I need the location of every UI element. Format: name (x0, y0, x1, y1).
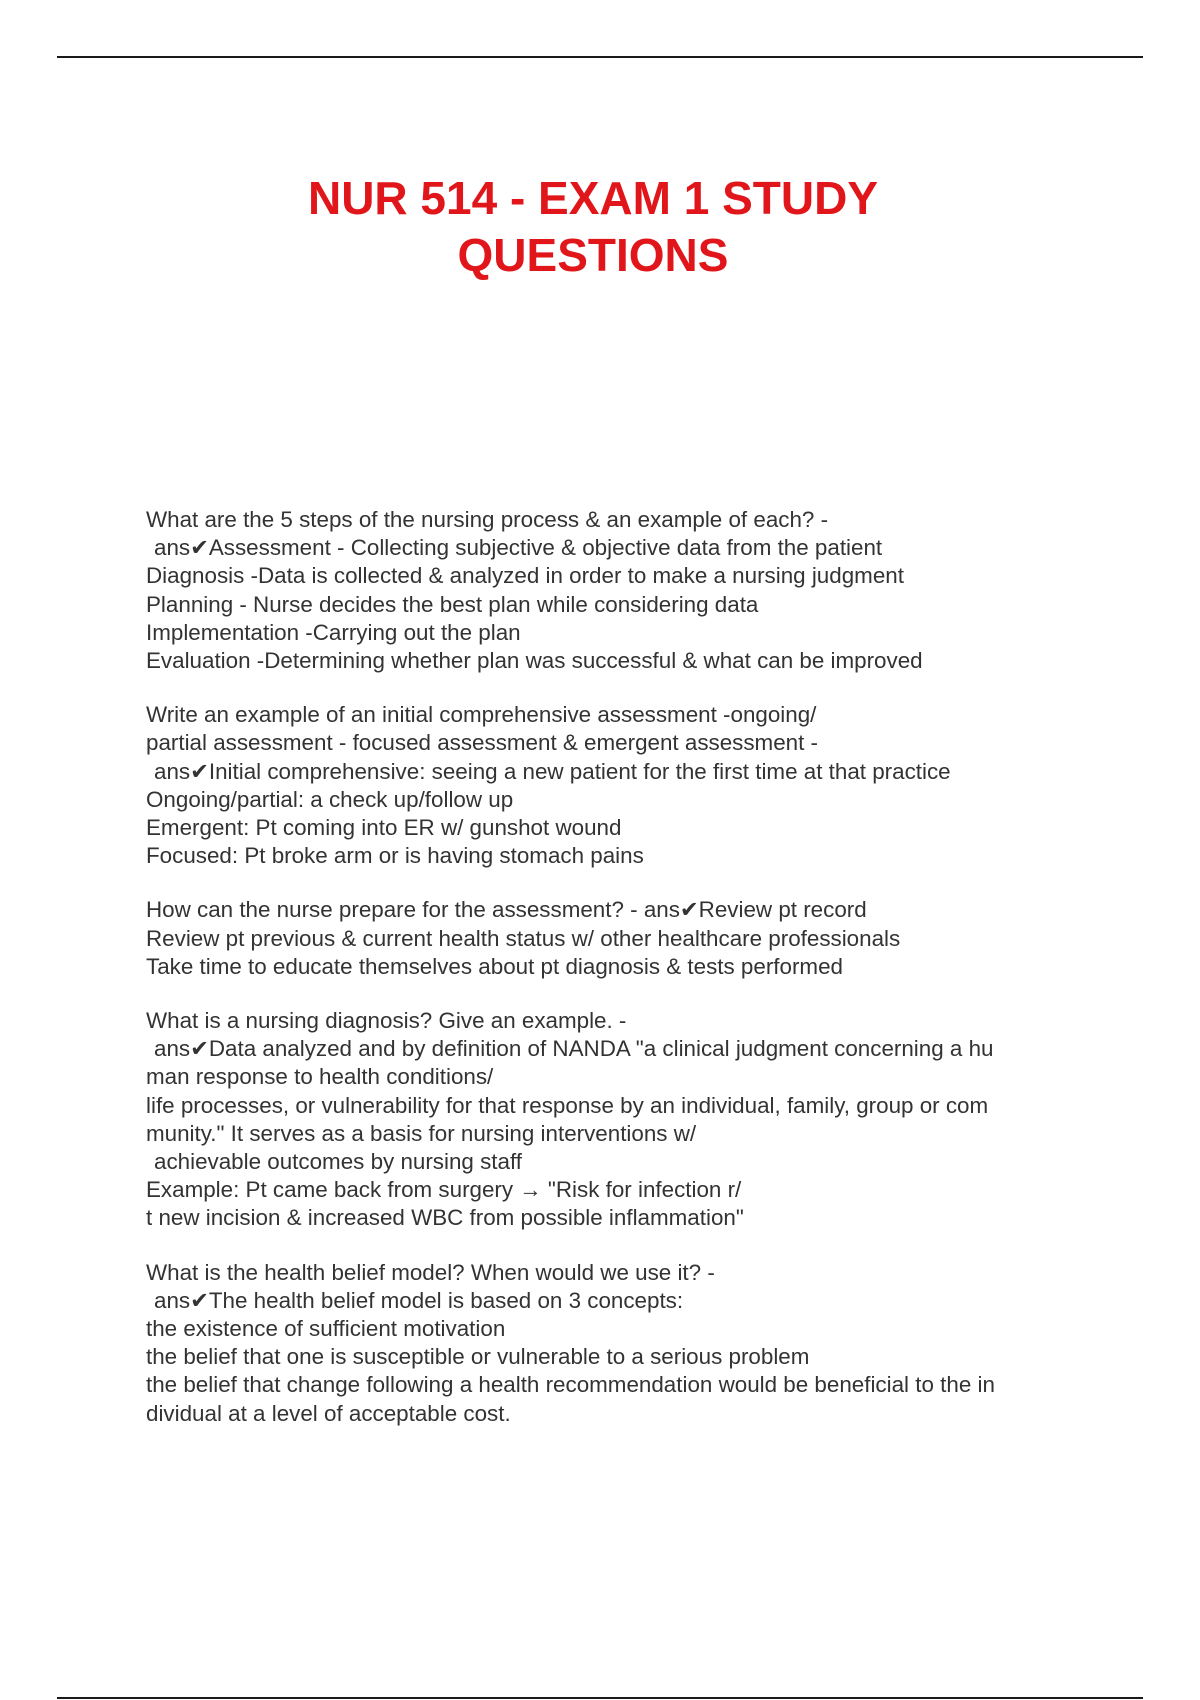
title-line-2: QUESTIONS (457, 229, 729, 281)
answer-line: the belief that change following a health recommendation would be beneficial to the in (146, 1372, 995, 1398)
answer-line: ans✔Data analyzed and by definition of NANDA "a clinical judgment concerning a hu (154, 1036, 994, 1062)
question-line: What is a nursing diagnosis? Give an example. - (146, 1008, 627, 1034)
qa-block (146, 506, 1106, 675)
qa-block (146, 896, 1106, 981)
answer-line: man response to health conditions/ (146, 1064, 494, 1090)
answer-line: partial assessment - focused assessment & emergent assessment - (146, 730, 819, 756)
bottom-rule (57, 1697, 1143, 1699)
answer-line: Diagnosis -Data is collected & analyzed in order to make a nursing judgment (146, 563, 904, 589)
answer-line: Take time to educate themselves about pt diagnosis & tests performed (146, 953, 843, 979)
page-title (0, 170, 1186, 284)
title-line-1: NUR 514 - EXAM 1 STUDY (307, 172, 878, 224)
answer-line: life processes, or vulnerability for that response by an individual, family, group or com (146, 1092, 989, 1118)
qa-block (146, 1007, 1106, 1233)
question-line: Write an example of an initial comprehensive assessment -ongoing/ (146, 702, 817, 728)
question-line: How can the nurse prepare for the assessment? - ans✔Review pt record (146, 897, 867, 923)
answer-line: achievable outcomes by nursing staff (154, 1149, 523, 1175)
answer-line: the existence of sufficient motivation (146, 1316, 506, 1342)
answer-line: ans✔Initial comprehensive: seeing a new patient for the first time at that practice (154, 758, 951, 784)
answer-line: Evaluation -Determining whether plan was successful & what can be improved (146, 648, 923, 674)
qa-block (146, 1259, 1106, 1428)
answer-line: t new incision & increased WBC from possible inflammation" (146, 1205, 744, 1231)
answer-line: Review pt previous & current health status w/ other healthcare professionals (146, 925, 901, 951)
qa-list (146, 506, 1106, 1454)
answer-line: Emergent: Pt coming into ER w/ gunshot wound (146, 815, 622, 841)
answer-line: Implementation -Carrying out the plan (146, 619, 521, 645)
answer-line: Planning - Nurse decides the best plan while considering data (146, 591, 759, 617)
answer-line: ans✔Assessment - Collecting subjective & objective data from the patient (154, 535, 883, 561)
answer-line: dividual at a level of acceptable cost. (146, 1400, 511, 1426)
answer-line: Focused: Pt broke arm or is having stomach pains (146, 843, 644, 869)
question-line: What are the 5 steps of the nursing process & an example of each? - (146, 507, 829, 532)
question-line: What is the health belief model? When would we use it? - (146, 1259, 715, 1285)
answer-line: munity." It serves as a basis for nursing interventions w/ (146, 1120, 697, 1146)
top-rule (57, 56, 1143, 58)
answer-line: Ongoing/partial: a check up/follow up (146, 786, 514, 812)
answer-line: ans✔The health belief model is based on 3 concepts: (154, 1287, 684, 1313)
qa-block (146, 701, 1106, 870)
answer-line: Example: Pt came back from surgery → "Risk for infection r/ (146, 1177, 742, 1203)
answer-line: the belief that one is susceptible or vulnerable to a serious problem (146, 1344, 810, 1370)
